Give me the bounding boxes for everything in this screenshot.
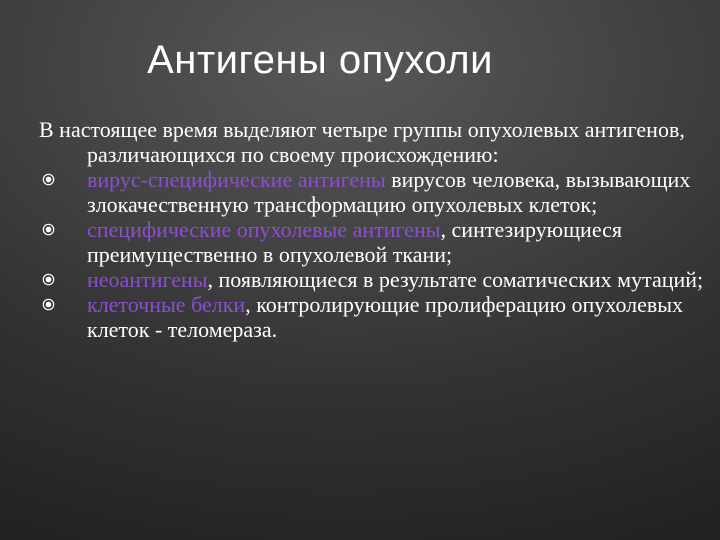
bullet-item-4 bbox=[39, 292, 709, 342]
bullet-item-2-highlight: специфические опухолевые антигены bbox=[87, 217, 441, 242]
bullet-item-4-highlight: клеточные белки bbox=[87, 292, 246, 317]
bullet-item-4-text: , контролирующие пролиферацию опухолевых клеток - теломераза. bbox=[87, 292, 684, 342]
slide-body bbox=[39, 117, 709, 342]
bullet-item-1 bbox=[39, 167, 709, 217]
circled-dot-icon bbox=[42, 273, 55, 286]
bullet-item-2 bbox=[39, 217, 709, 267]
bullet-item-3-text: , появляющиеся в результате соматических мутаций; bbox=[207, 267, 704, 292]
bullet-item-2-text: , синтезирующиеся преимущественно в опухолевой ткани; bbox=[87, 217, 623, 267]
bullet-item-1-text: вирусов человека, вызывающих злокачественную трансформацию опухолевых клеток; bbox=[87, 167, 691, 217]
bullet-item-3-highlight: неоантигены bbox=[87, 267, 208, 292]
circled-dot-icon bbox=[42, 173, 55, 186]
slide-title: Антигены опухоли bbox=[147, 38, 493, 82]
bullet-item-1-highlight: вирус-специфические антигены bbox=[87, 167, 386, 192]
intro-paragraph: В настоящее время выделяют четыре группы опухолевых антигенов, различающихся по своему происхождению: bbox=[39, 117, 685, 167]
circled-dot-icon bbox=[42, 298, 55, 311]
circled-dot-icon bbox=[42, 223, 55, 236]
bullet-item-3 bbox=[39, 267, 709, 292]
